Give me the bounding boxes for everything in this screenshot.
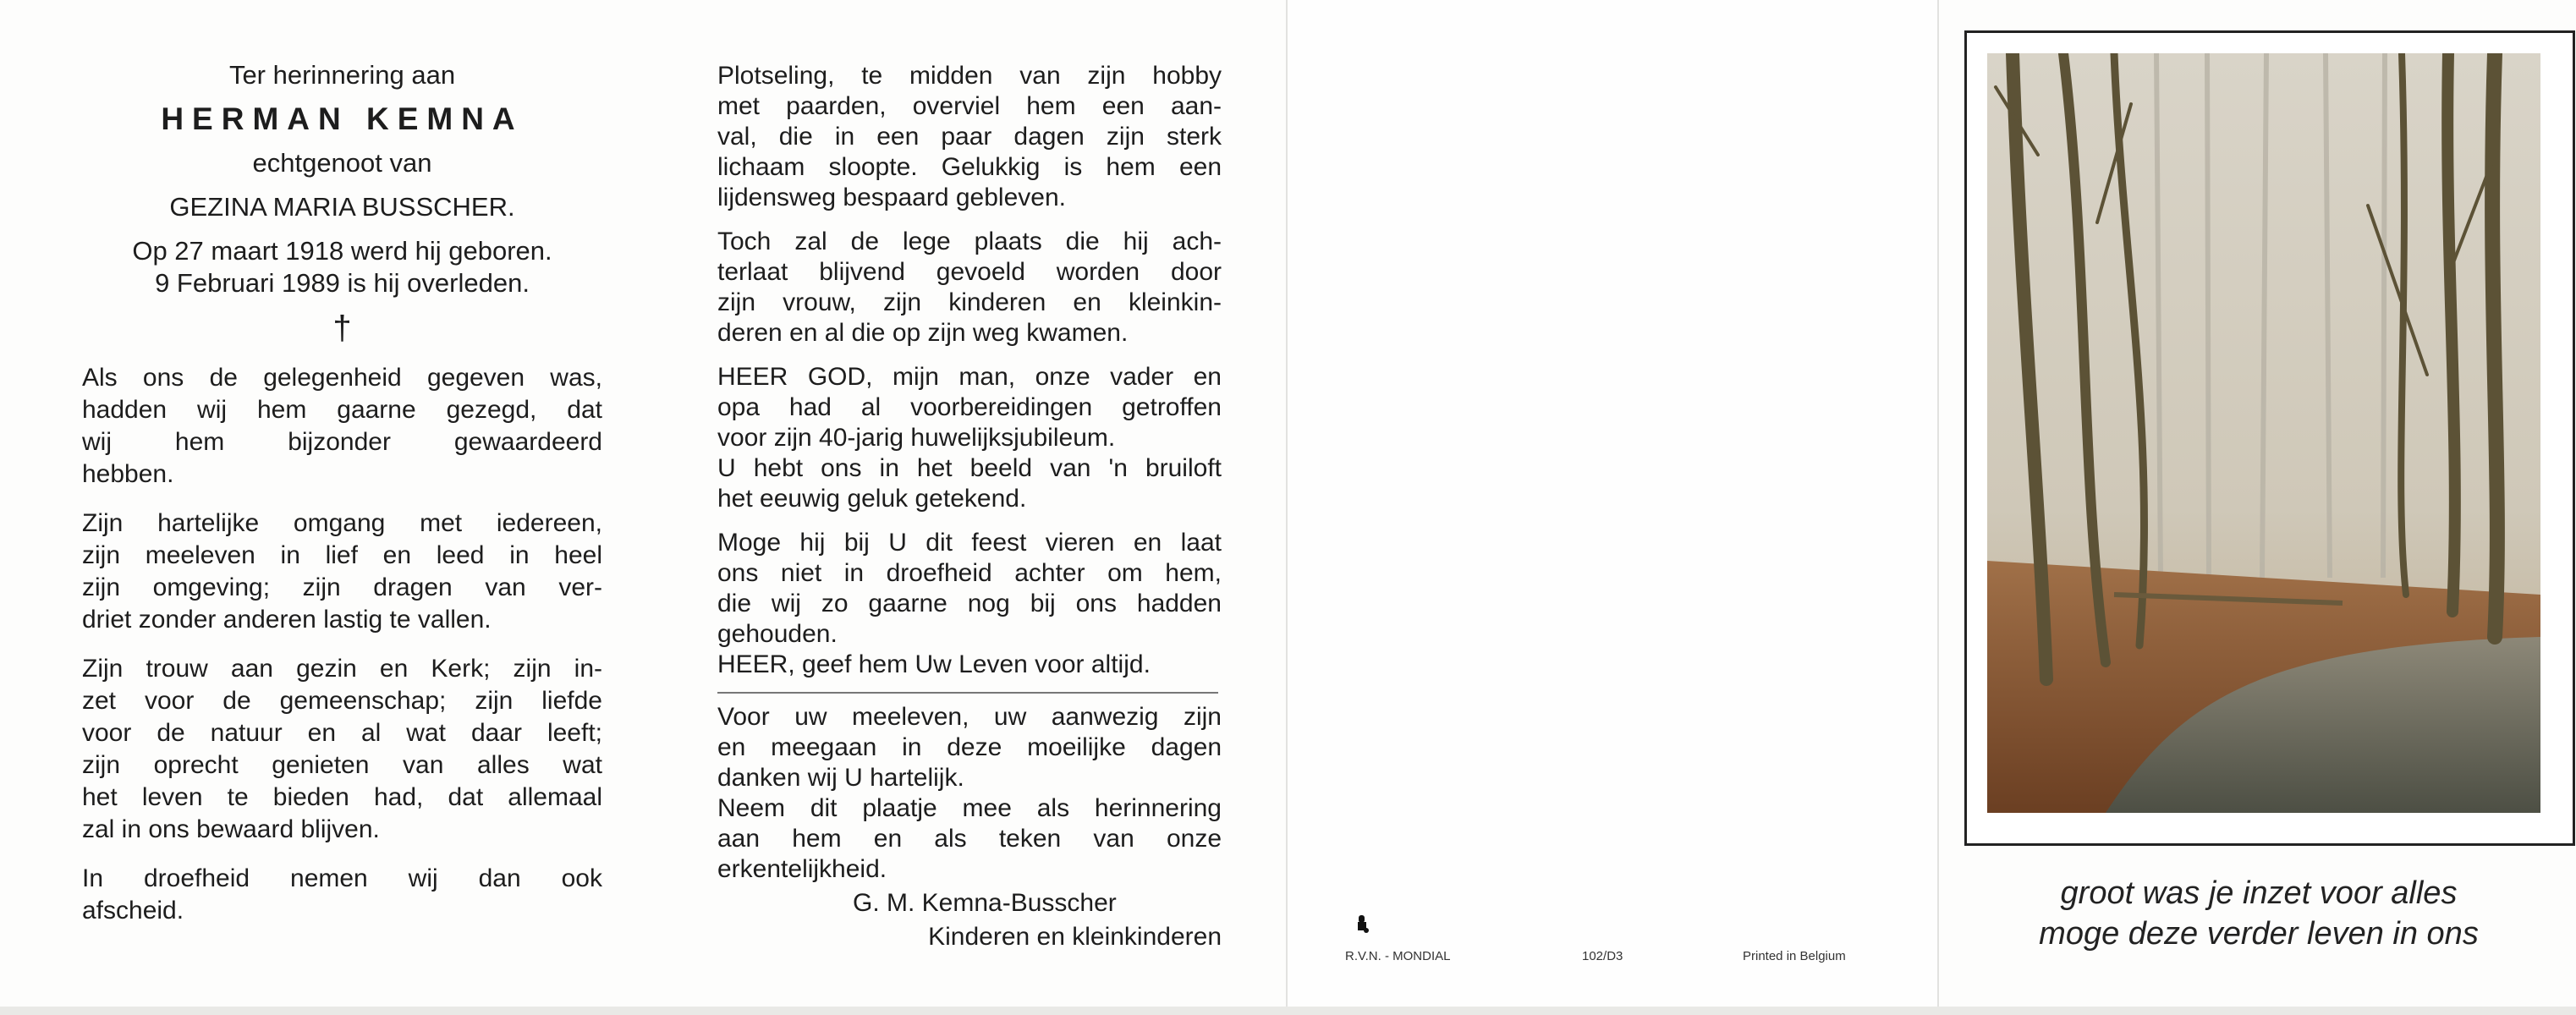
cover-caption [1971,873,2546,954]
signature-spouse: G. M. Kemna-Busscher [853,889,1117,917]
text-line: deren en al die op zijn weg kwamen. [717,319,1129,347]
text-line: voor zijn 40-jarig huwelijksjubileum. [717,424,1116,452]
text-line: erkentelijkheid. [717,855,887,883]
text-line: danken wij U hartelijk. [717,764,964,792]
text-line: gehouden. [717,620,838,648]
signature-family: Kinderen en kleinkinderen [928,923,1222,951]
memorial-header: Ter herinnering aan [228,60,456,90]
printed-in-label: Printed in Belgium [1743,949,1846,963]
paragraph [82,508,602,636]
publisher-label: R.V.N. - MONDIAL [1345,949,1451,963]
text-line: zijn omgeving; zijn dragen van ver- [82,573,602,601]
text-line: en meegaan in deze moeilijke dagen [717,733,1222,761]
text-line: Neem dit plaatje mee als herinnering [717,794,1222,822]
photo-frame [1964,30,2575,846]
caption-line-2: moge deze verder leven in ons [2039,916,2479,952]
text-line: hadden wij hem gaarne gezegd, dat [82,396,602,424]
text-line: voor de natuur en al wat daar leeft; [82,719,602,747]
text-line: het leven te bieden had, dat allemaal [82,783,602,811]
text-line: HEER GOD, mijn man, onze vader en [717,363,1222,391]
text-line: afscheid. [82,897,184,924]
paragraph [717,702,1222,885]
thanks-paragraph [717,702,1222,885]
text-line: driet zonder anderen lastig te vallen. [82,606,492,634]
caption-line-1: groot was je inzet voor alles [2060,875,2458,911]
cross-icon: † [332,310,352,347]
text-line: Moge hij bij U dit feest vieren en laat [717,529,1222,557]
memorial-text-column [82,59,602,927]
memorial-paragraphs-2 [717,61,1222,680]
text-line: Voor uw meeleven, uw aanwezig zijn [717,703,1222,731]
product-code: 102/D3 [1582,949,1623,963]
spouse-intro: echtgenoot van [252,148,432,178]
text-line: In droefheid nemen wij dan ook [82,864,602,892]
paragraph [717,528,1222,680]
text-line: terlaat blijvend gevoeld worden door [717,258,1222,286]
forest-photo [1987,53,2540,813]
text-line: wij hem bijzonder gewaardeerd [82,428,602,456]
paragraph [82,653,602,846]
text-line: Toch zal de lege plaats die hij ach- [717,228,1222,255]
text-line: Plotseling, te midden van zijn hobby [717,62,1222,90]
text-line: hebben. [82,460,174,488]
inner-left-panel [0,0,1286,1015]
text-line: zijn vrouw, zijn kinderen en kleinkin- [717,288,1222,316]
back-panel [1288,0,1937,1015]
text-line: U hebt ons in het beeld van 'n bruiloft [717,454,1222,482]
paragraph [717,61,1222,213]
text-line: zijn meeleven in lief en leed in heel [82,541,602,569]
deceased-name: HERMAN KEMNA [161,102,524,136]
paragraph [717,362,1222,514]
text-line: die wij zo gaarne nog bij ons hadden [717,590,1222,617]
text-line: met paarden, overviel hem een aan- [717,92,1222,120]
text-line: ons niet in droefheid achter om hem, [717,559,1222,587]
text-line: Zijn trouw aan gezin en Kerk; zijn in- [82,655,602,683]
spouse-name: GEZINA MARIA BUSSCHER. [169,192,515,222]
text-line: lijdensweg bespaard gebleven. [717,184,1066,211]
text-line: zijn oprecht genieten van alles wat [82,751,602,779]
birth-date-line: Op 27 maart 1918 werd hij geboren. [132,236,552,266]
paragraph [717,227,1222,348]
text-line: HEER, geef hem Uw Leven voor altijd. [717,650,1151,678]
paragraph [82,863,602,927]
text-line: lichaam sloopte. Gelukkig is hem een [717,153,1222,181]
text-line: zet voor de gemeenschap; zijn liefde [82,687,602,715]
text-line: Als ons de gelegenheid gegeven was, [82,364,602,392]
text-line: het eeuwig geluk getekend. [717,485,1027,513]
memorial-text-column-2 [717,61,1222,952]
paragraph [82,362,602,491]
divider [717,692,1218,694]
memorial-paragraphs [82,362,602,927]
death-date-line: 9 Februari 1989 is hij overleden. [155,268,530,298]
publisher-logo-icon [1356,915,1370,938]
text-line: Zijn hartelijke omgang met iedereen, [82,509,602,537]
text-line: opa had al voorbereidingen getroffen [717,393,1222,421]
card-bottom-edge [0,1007,2576,1015]
text-line: zal in ons bewaard blijven. [82,815,380,843]
text-line: aan hem en als teken van onze [717,825,1222,853]
text-line: val, die in een paar dagen zijn sterk [717,123,1222,151]
